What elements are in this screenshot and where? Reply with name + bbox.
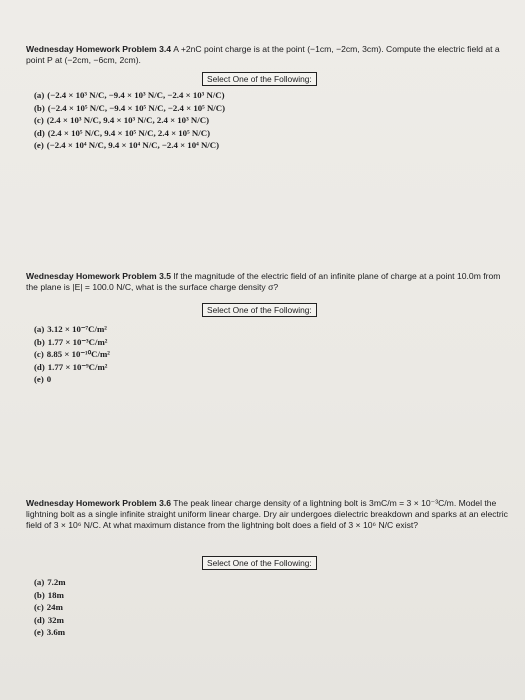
- select-one-box[interactable]: Select One of the Following:: [202, 556, 317, 570]
- choice-d[interactable]: [34, 127, 225, 140]
- choice-a[interactable]: [34, 89, 225, 102]
- choice-d[interactable]: [34, 361, 110, 374]
- choice-value: 1.77 × 10⁻⁹C/m²: [47, 361, 108, 372]
- choice-e[interactable]: [34, 373, 110, 386]
- problem-text: If the magnitude of the electric field of an infinite plane of charge at a point 10.0m from the plane is |E| = 100.0 N/C, what is the surface charge density σ?: [26, 271, 501, 292]
- choice-c[interactable]: [34, 601, 66, 614]
- choice-value: (−2.4 × 10³ N/C, −9.4 × 10³ N/C, −2.4 × 10³ N/C): [47, 90, 225, 100]
- choice-list: [34, 576, 66, 639]
- choice-letter: (d): [34, 614, 45, 625]
- choice-letter: (e): [34, 140, 44, 150]
- choice-b[interactable]: [34, 589, 66, 602]
- choice-letter: (c): [34, 602, 44, 612]
- choice-list: [34, 89, 225, 152]
- choice-letter: (a): [34, 90, 45, 100]
- choice-letter: (a): [34, 577, 45, 587]
- choice-d[interactable]: [34, 614, 66, 627]
- choice-c[interactable]: [34, 348, 110, 361]
- problem-label: Wednesday Homework Problem 3.4: [26, 44, 172, 54]
- choice-letter: (c): [34, 115, 44, 125]
- choice-value: (2.4 × 10³ N/C, 9.4 × 10³ N/C, 2.4 × 10³ N/C): [46, 115, 209, 125]
- choice-b[interactable]: [34, 336, 110, 349]
- choice-value: 24m: [46, 602, 63, 612]
- choice-value: 0: [46, 374, 52, 384]
- problem-label: Wednesday Homework Problem 3.5: [26, 271, 172, 281]
- choice-c[interactable]: [34, 114, 225, 127]
- choice-value: 3.6m: [46, 627, 66, 637]
- choice-e[interactable]: [34, 139, 225, 152]
- choice-value: (−2.4 × 10⁵ N/C, −9.4 × 10⁵ N/C, −2.4 × 10⁵ N/C): [47, 102, 226, 113]
- choice-value: 32m: [47, 614, 64, 625]
- choice-value: 18m: [47, 589, 64, 600]
- choice-letter: (b): [34, 336, 45, 347]
- choice-value: (−2.4 × 10⁴ N/C, 9.4 × 10⁴ N/C, −2.4 × 10⁴ N/C): [46, 140, 220, 150]
- choice-letter: (e): [34, 627, 44, 637]
- choice-b[interactable]: [34, 102, 225, 115]
- problem-heading: [26, 271, 512, 293]
- choice-letter: (b): [34, 589, 45, 600]
- choice-letter: (c): [34, 349, 44, 359]
- problem-3-5: [26, 271, 512, 384]
- problem-text: The peak linear charge density of a lightning bolt is 3mC/m = 3 × 10⁻³C/m. Model the lightning bolt as a single infinite straight uniform linear charge. Dry air undergoes dielectric breakdown and sparks at an electric field of 3 × 10⁶ N/C. At what maximum distance from the lightning bolt does a field of 3 × 10⁶ N/C exist?: [26, 498, 508, 530]
- choice-value: 7.2m: [47, 577, 66, 587]
- select-one-box[interactable]: Select One of the Following:: [202, 303, 317, 317]
- choice-letter: (b): [34, 102, 45, 113]
- choice-letter: (d): [34, 127, 45, 138]
- problem-heading: [26, 498, 512, 531]
- problem-3-4: [26, 44, 512, 150]
- problem-label: Wednesday Homework Problem 3.6: [26, 498, 172, 508]
- select-one-box[interactable]: Select One of the Following:: [202, 72, 317, 86]
- choice-value: 3.12 × 10⁻⁷C/m²: [47, 324, 107, 334]
- problem-text: A +2nC point charge is at the point (−1cm, −2cm, 3cm). Compute the electric field at a point P at (−2cm, −6cm, 2cm).: [26, 44, 500, 65]
- choice-value: 8.85 × 10⁻¹⁰C/m²: [46, 349, 110, 359]
- choice-a[interactable]: [34, 323, 110, 336]
- choice-a[interactable]: [34, 576, 66, 589]
- choice-letter: (d): [34, 361, 45, 372]
- choice-value: 1.77 × 10⁻³C/m²: [47, 336, 108, 347]
- choice-letter: (a): [34, 324, 45, 334]
- problem-3-6: [26, 498, 512, 637]
- choice-list: [34, 323, 110, 386]
- choice-value: (2.4 × 10⁵ N/C, 9.4 × 10⁵ N/C, 2.4 × 10⁵ N/C): [47, 127, 210, 138]
- choice-e[interactable]: [34, 626, 66, 639]
- choice-letter: (e): [34, 374, 44, 384]
- problem-heading: [26, 44, 512, 66]
